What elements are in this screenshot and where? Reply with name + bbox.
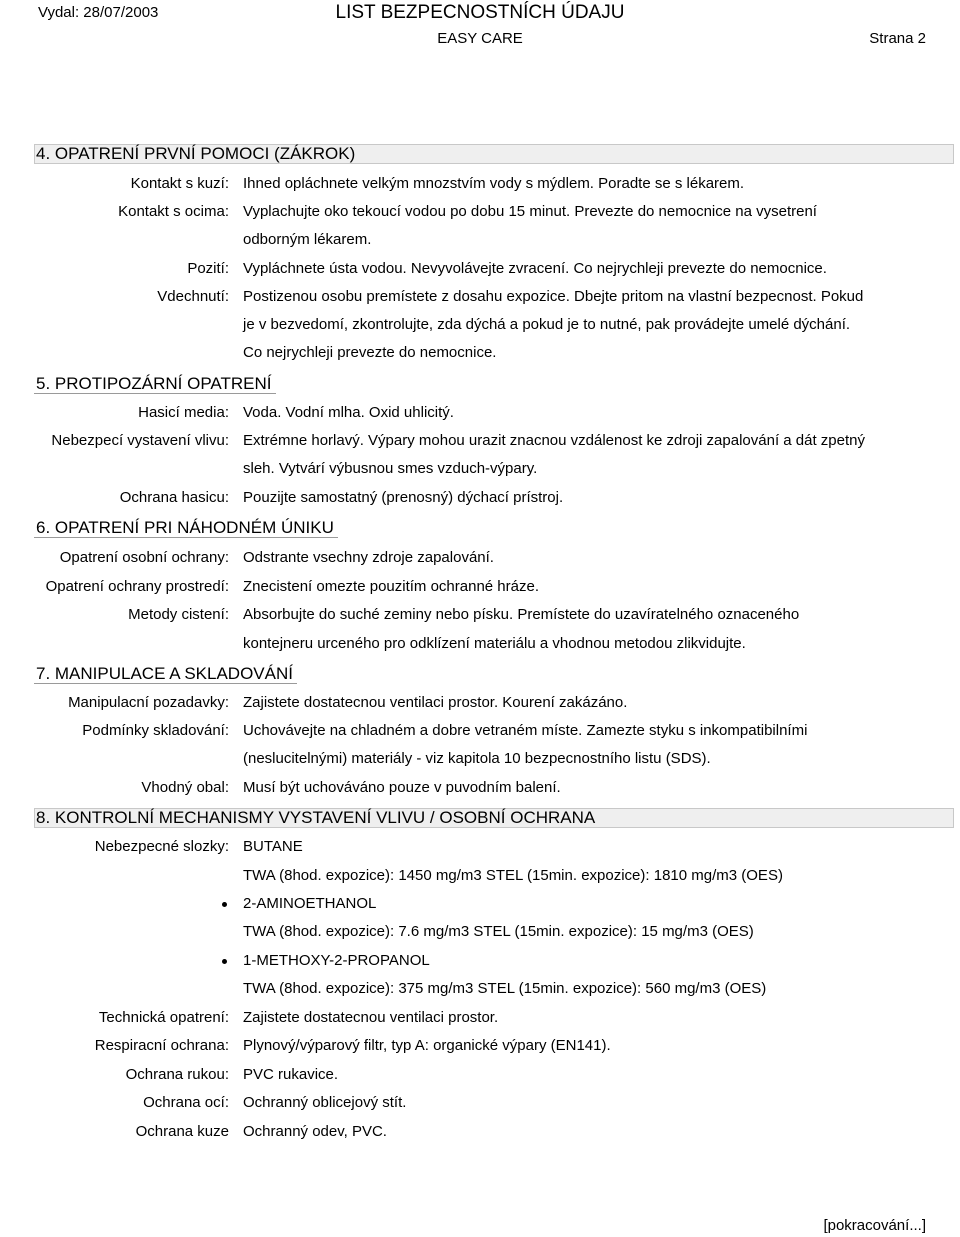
row-label: Metody cistení: xyxy=(128,606,229,623)
product-name: EASY CARE xyxy=(437,30,523,47)
section-8-title: 8. KONTROLNÍ MECHANISMY VYSTAVENÍ VLIVU / OSOBNÍ OCHRANA xyxy=(36,808,596,827)
row-label: Vhodný obal: xyxy=(141,779,229,796)
row-label: Ochrana hasicu: xyxy=(119,489,229,506)
document-title: LIST BEZPECNOSTNÍCH ÚDAJU xyxy=(335,2,625,23)
continued-note: [pokracování...] xyxy=(823,1217,926,1234)
component-limits: TWA (8hod. expozice): 7.6 mg/m3 STEL (15min. expozice): 15 mg/m3 (OES) xyxy=(243,923,754,940)
row-value: odborným lékarem. xyxy=(243,231,372,248)
row-label: Ochrana ocí: xyxy=(143,1094,229,1111)
row-label: Ochrana kuze xyxy=(135,1123,229,1140)
row-value: Vypláchnete ústa vodou. Nevyvolávejte zvracení. Co nejrychleji prevezte do nemocnice. xyxy=(243,260,827,277)
row-value: Ochranný odev, PVC. xyxy=(243,1123,387,1140)
issued-date: Vydal: 28/07/2003 xyxy=(38,4,159,21)
component-name: BUTANE xyxy=(243,838,303,855)
row-label: Ochrana rukou: xyxy=(125,1066,229,1083)
row-label: Hasicí media: xyxy=(138,404,229,421)
row-value: Vyplachujte oko tekoucí vodou po dobu 15 minut. Prevezte do nemocnice na vysetrení xyxy=(243,203,817,220)
row-label: Podmínky skladování: xyxy=(82,722,229,739)
row-label: Pozití: xyxy=(187,260,229,277)
row-label: Respiracní ochrana: xyxy=(94,1037,229,1054)
row-label: Nebezpecí vystavení vlivu: xyxy=(51,432,229,449)
row-value: Zajistete dostatecnou ventilaci prostor. Kourení zakázáno. xyxy=(243,694,628,711)
row-value: Extrémne horlavý. Výpary mohou urazit znacnou vzdálenost ke zdroji zapalování a dát zpetný xyxy=(243,432,866,449)
row-label: Kontakt s kuzí: xyxy=(130,175,229,192)
row-label: Kontakt s ocima: xyxy=(118,203,229,220)
hazardous-components-label: Nebezpecné slozky: xyxy=(94,838,229,855)
row-value: Uchovávejte na chladném a dobre vetraném míste. Zamezte styku s inkompatibilními xyxy=(243,722,808,739)
row-label: Opatrení ochrany prostredí: xyxy=(45,578,229,595)
section-6-title: 6. OPATRENÍ PRI NÁHODNÉM ÚNIKU xyxy=(34,518,338,538)
row-value: kontejneru urceného pro odklízení materiálu a vhodnou metodou zlikvidujte. xyxy=(243,635,746,652)
bullet-icon xyxy=(222,902,227,907)
component-name: 1-METHOXY-2-PROPANOL xyxy=(243,952,430,969)
component-limits: TWA (8hod. expozice): 1450 mg/m3 STEL (15min. expozice): 1810 mg/m3 (OES) xyxy=(243,867,783,884)
row-label: Vdechnutí: xyxy=(157,288,229,305)
row-value: je v bezvedomí, zkontrolujte, zda dýchá a pokud je to nutné, pak provádejte umelé dýchání. xyxy=(243,316,851,333)
row-value: Postizenou osobu premístete z dosahu expozice. Dbejte pritom na vlastní bezpecnost. Pokud xyxy=(243,288,864,305)
row-value: Odstrante vsechny zdroje zapalování. xyxy=(243,549,494,566)
section-7-title: 7. MANIPULACE A SKLADOVÁNÍ xyxy=(34,664,297,684)
row-value: Pouzijte samostatný (prenosný) dýchací prístroj. xyxy=(243,489,564,506)
row-label: Technická opatrení: xyxy=(98,1009,229,1026)
row-value: (neslucitelnými) materiály - viz kapitola 10 bezpecnostního listu (SDS). xyxy=(243,750,711,767)
row-value: Absorbujte do suché zeminy nebo písku. Premístete do uzavíratelného oznaceného xyxy=(243,606,800,623)
row-value: Plynový/výparový filtr, typ A: organické výpary (EN141). xyxy=(243,1037,611,1054)
bullet-icon xyxy=(222,959,227,964)
row-label: Opatrení osobní ochrany: xyxy=(59,549,229,566)
row-value: PVC rukavice. xyxy=(243,1066,339,1083)
section-4-title: 4. OPATRENÍ PRVNÍ POMOCI (ZÁKROK) xyxy=(36,144,356,163)
component-name: 2-AMINOETHANOL xyxy=(243,895,377,912)
row-value: Zajistete dostatecnou ventilaci prostor. xyxy=(243,1009,499,1026)
row-value: sleh. Vytvárí výbusnou smes vzduch-výpary. xyxy=(243,460,538,477)
section-5-title: 5. PROTIPOZÁRNÍ OPATRENÍ xyxy=(34,374,276,394)
row-value: Ochranný oblicejový stít. xyxy=(243,1094,407,1111)
page-number: Strana 2 xyxy=(869,30,926,47)
row-value: Co nejrychleji prevezte do nemocnice. xyxy=(243,344,497,361)
component-limits: TWA (8hod. expozice): 375 mg/m3 STEL (15min. expozice): 560 mg/m3 (OES) xyxy=(243,980,767,997)
row-label: Manipulacní pozadavky: xyxy=(68,694,229,711)
row-value: Voda. Vodní mlha. Oxid uhlicitý. xyxy=(243,404,454,421)
row-value: Ihned opláchnete velkým mnozstvím vody s mýdlem. Poradte se s lékarem. xyxy=(243,175,745,192)
row-value: Znecistení omezte pouzitím ochranné hráze. xyxy=(243,578,539,595)
row-value: Musí být uchováváno pouze v puvodním balení. xyxy=(243,779,561,796)
